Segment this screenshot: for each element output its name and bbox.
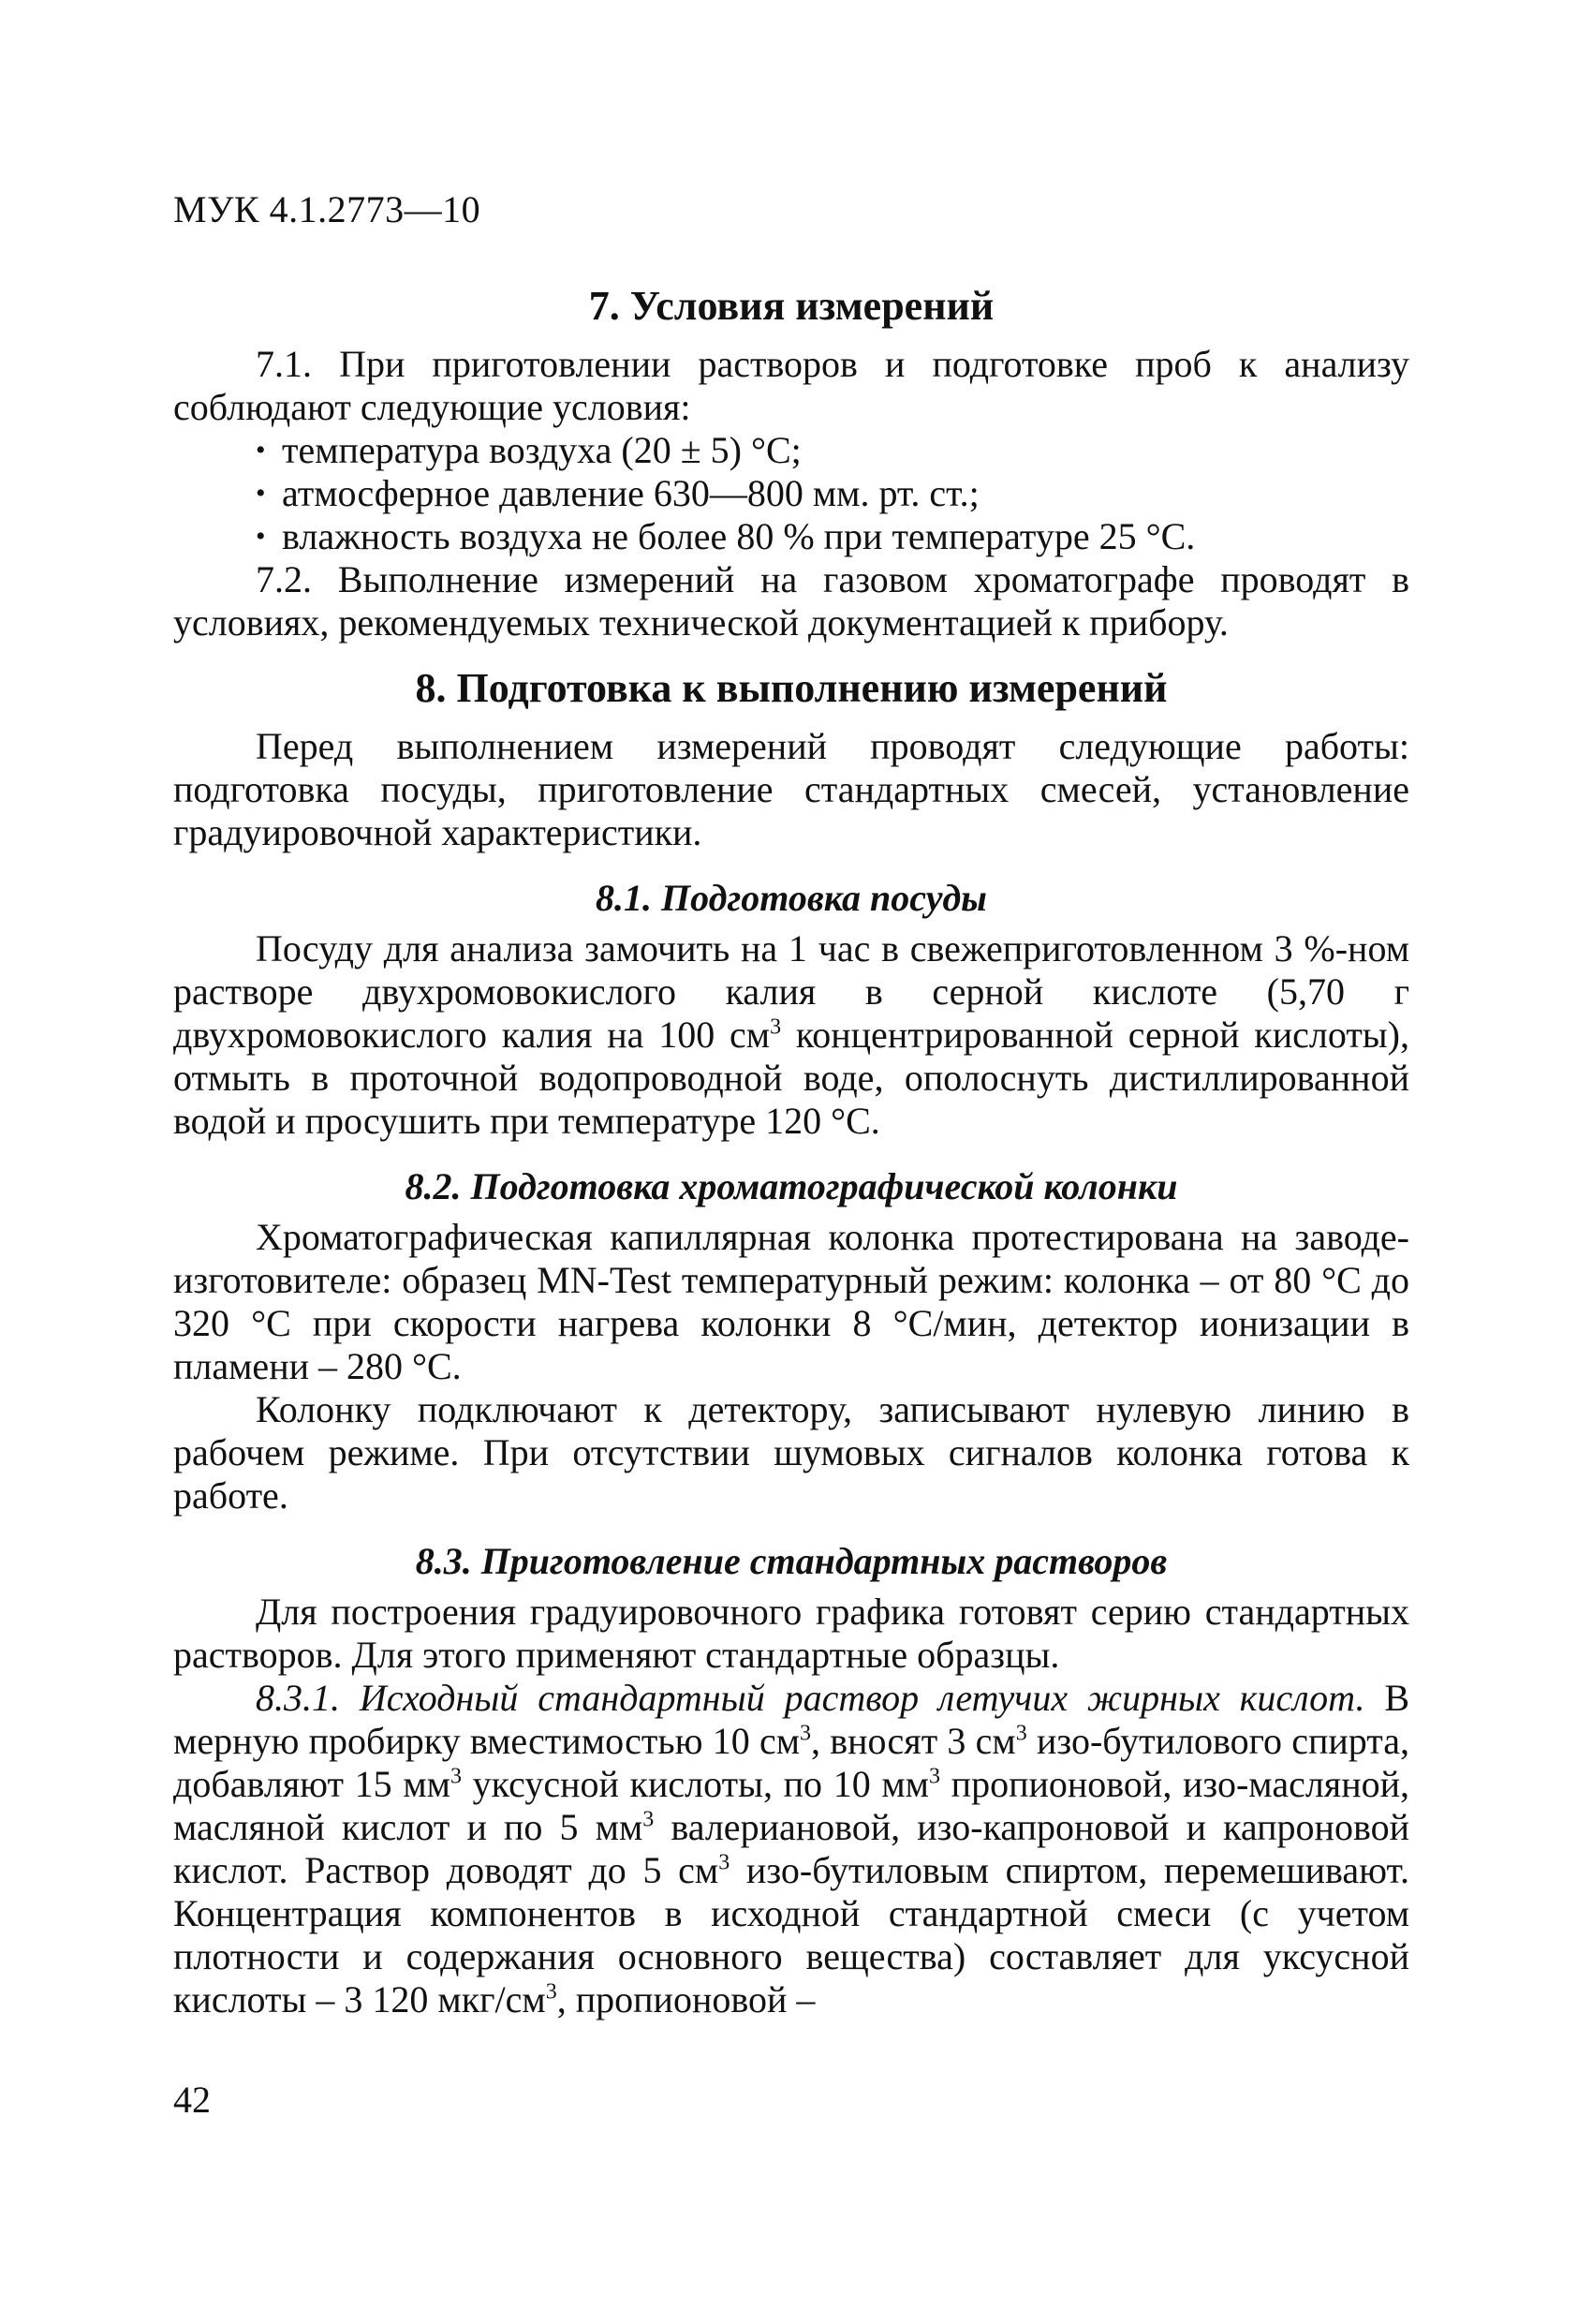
- paragraph-8-3-1: 8.3.1. Исходный стандартный раствор летучих жирных кислот. В мерную пробирку вместимостью 10 $см^3$, вносят 3 $см^3$ изо-бутилового спирта, добавляют 15 $мм^3$ уксусной кислоты, по 10 $мм^3$ пропионовой, изо-масляной, масляной кислот и по 5 $мм^3$ валериановой, изо-капроновой и капроновой кислот. Раствор доводят до 5 $см^3$ изо-бутиловым спиртом, перемешивают. Концентрация компонентов в исходной стандартной смеси (с учетом плотности и содержания основного вещества) составляет для уксусной кислоты – 3 120 мкг/$см^3$, пропионовой –: [173, 1677, 1409, 2021]
- conditions-list: [173, 429, 1409, 558]
- list-item: [173, 429, 1409, 472]
- subsection-8-1-title: 8.1. Подготовка посуды: [596, 877, 987, 919]
- paragraph-8-2-b: Колонку подключают к детектору, записывают нулевую линию в рабочем режиме. При отсутствии шумовых сигналов колонка готова к работе.: [173, 1388, 1409, 1517]
- condition-pressure: атмосферное давление 630—800 мм. рт. ст.;: [282, 472, 980, 514]
- paragraph-7-2: 7.2. Выполнение измерений на газовом хроматографе проводят в условиях, рекомендуемых технической документацией к прибору.: [173, 558, 1409, 644]
- section-7-title: 7. Условия измерений: [588, 283, 995, 329]
- bullet-icon: •: [256, 521, 266, 552]
- subsection-8-3-title: 8.3. Приготовление стандартных растворов: [415, 1540, 1168, 1582]
- paragraph-8-3: Для построения градуировочного графика готовят серию стандартных растворов. Для этого применяют стандартные образцы.: [173, 1591, 1409, 1676]
- section-8-title: 8. Подготовка к выполнению измерений: [415, 665, 1168, 711]
- paragraph-8-3-1-lead: 8.3.1. Исходный стандартный раствор летучих жирных кислот.: [256, 1677, 1365, 1719]
- document-code: МУК 4.1.2773—10: [173, 188, 481, 230]
- subsection-8-2-title: 8.2. Подготовка хроматографической колонки: [405, 1165, 1178, 1207]
- list-item: [173, 472, 1409, 515]
- page-content: [173, 272, 1409, 2021]
- paragraph-8-2-a: Хроматографическая капиллярная колонка протестирована на заводе-изготовителе: образец MN-Test температурный режим: колонка – от 80 °С до 320 °С при скорости нагрева колонки 8 °С/мин, детектор ионизации в пламени – 280 °С.: [173, 1216, 1409, 1387]
- paragraph-7-1: 7.1. При приготовлении растворов и подготовке проб к анализу соблюдают следующие условия:: [173, 343, 1409, 428]
- page-number: 42: [173, 2079, 211, 2121]
- paragraph-8-1: Посуду для анализа замочить на 1 час в свежеприготовленном 3 %-ном растворе двухромовокислого калия в серной кислоте (5,70 г двухромовокислого калия на 100 $см^3$ концентрированной серной кислоты), отмыть в проточной водопроводной воде, ополоснуть дистиллированной водой и просушить при температуре 120 °С.: [173, 927, 1409, 1142]
- bullet-icon: •: [256, 478, 266, 509]
- paragraph-8-intro: Перед выполнением измерений проводят следующие работы: подготовка посуды, приготовление стандартных смесей, установление градуировочной характеристики.: [173, 725, 1409, 853]
- condition-temperature: температура воздуха (20 ± 5) °С;: [282, 429, 802, 471]
- bullet-icon: •: [256, 435, 266, 466]
- list-item: [173, 515, 1409, 558]
- condition-humidity: влажность воздуха не более 80 % при температуре 25 °С.: [282, 515, 1196, 557]
